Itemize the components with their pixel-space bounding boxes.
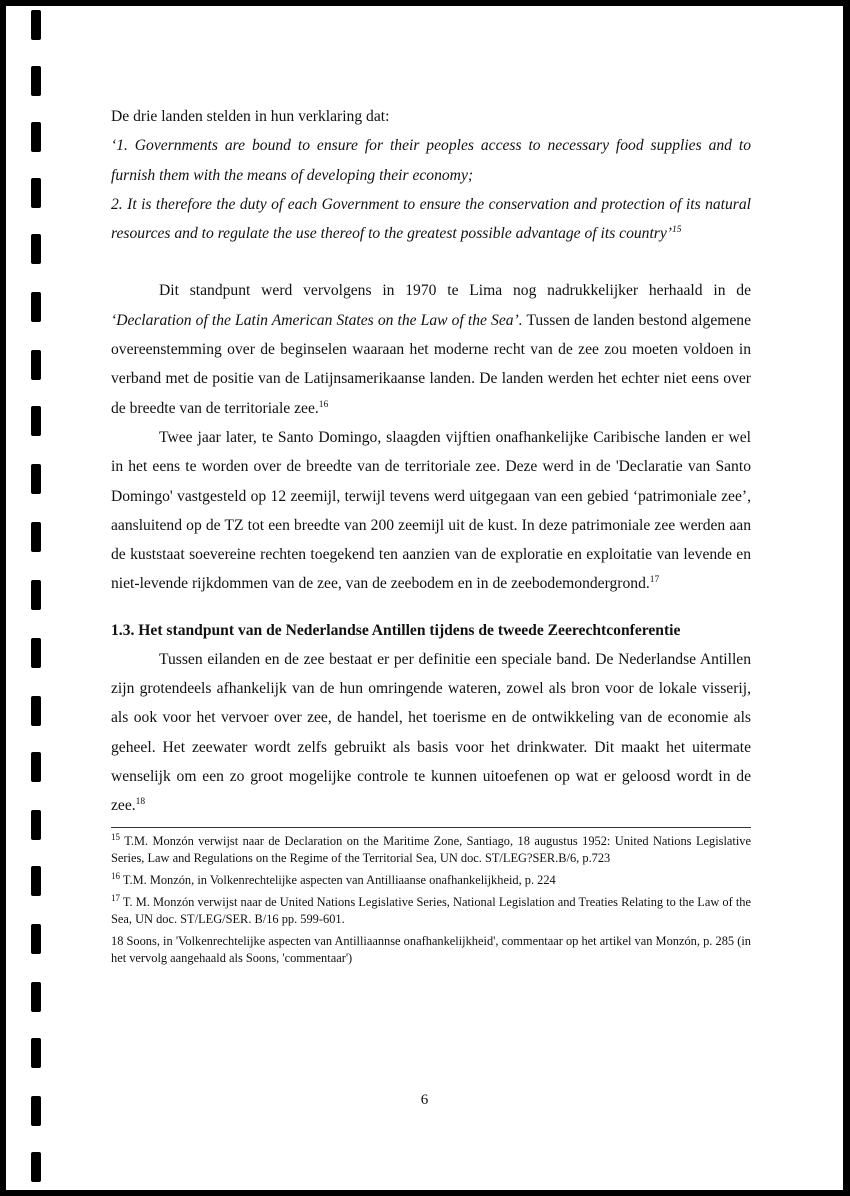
- quote-line-2: [111, 190, 751, 249]
- binding-hole: [31, 752, 41, 782]
- footnote-text: T.M. Monzón verwijst naar de Declaration on the Maritime Zone, Santiago, 18 augustus 1952: United Nations Legislative Series, Law and Regulations on the Regime of the Territorial Sea, UN doc. ST/LEG?SER.B/6, p.723: [111, 833, 751, 865]
- paragraph-antillen: [111, 645, 751, 821]
- footnote-ref: 15: [672, 225, 682, 235]
- binding-hole: [31, 178, 41, 208]
- binding-hole: [31, 924, 41, 954]
- quote-line-2-text: 2. It is therefore the duty of each Government to ensure the conservation and protection of its natural resources and to regulate the use thereof to the greatest possible advantage of its country’: [111, 195, 751, 243]
- binding-hole: [31, 580, 41, 610]
- page-number: 6: [420, 1092, 429, 1108]
- footnote-ref: 16: [318, 399, 329, 410]
- binding-hole: [31, 122, 41, 152]
- footnote-16: [111, 872, 751, 889]
- footnote-17: [111, 894, 751, 928]
- paragraph-text: Twee jaar later, te Santo Domingo, slaagden vijftien onafhankelijke Caribische landen er wel in het eens te worden over de breedte van de territoriale zee. Deze werd in de 'Declaratie van Santo Domingo' vastgesteld op 12 zeemijl, terwijl tevens werd uitgegaan van een gebied ‘patrimoniale zee’, aansluitend op de TZ tot een breedte van 200 zeemijl uit de kust. In deze patrimoniale zee werden aan de kuststaat soevereine rechten toegekend ten aanzien van de exploratie en exploitatie van levende en niet-levende rijkdommen van de zee, van de zeebodem en in de zeebodemondergrond.: [111, 428, 751, 593]
- binding-hole: [31, 406, 41, 436]
- footnote-text: T.M. Monzón, in Volkenrechtelijke aspecten van Antilliaanse onafhankelijkheid, p. 224: [120, 872, 556, 887]
- document-page: [6, 6, 843, 1190]
- binding-hole: [31, 234, 41, 264]
- footnote-text: T. M. Monzón verwijst naar de United Nations Legislative Series, National Legislation and Treaties Relating to the Law of the Sea, UN doc. ST/LEG/SER. B/16 pp. 599-601.: [111, 894, 751, 926]
- footnote-number: 16: [111, 870, 120, 881]
- binding-hole: [31, 982, 41, 1012]
- paragraph-lima: [111, 276, 751, 422]
- paragraph-santo-domingo: [111, 423, 751, 599]
- binding-hole: [31, 464, 41, 494]
- footnote-ref: 18: [135, 797, 146, 808]
- footnote-number: 15: [111, 831, 120, 842]
- quote-intro: De drie landen stelden in hun verklaring dat:: [111, 108, 390, 125]
- binding-hole: [31, 522, 41, 552]
- page-content: [111, 102, 751, 967]
- paragraph-text: Tussen eilanden en de zee bestaat er per definitie een speciale band. De Nederlandse Antillen zijn grotendeels afhankelijk van de hun omringende wateren, zowel als bron voor de lokale visserij, als ook voor het vervoer over zee, de handel, het toerisme en de ontwikkeling van de economie als geheel. Het zeewater wordt zelfs gebruikt als basis voor het drinkwater. Dit maakt het uitermate wenselijk om een zo groot mogelijke controle te kunnen uitoefenen op wat er geloosd wordt in de zee.: [111, 650, 751, 815]
- footnote-divider: [111, 827, 751, 828]
- footnote-ref: 17: [649, 575, 660, 586]
- footnote-15: [111, 833, 751, 867]
- binding-hole: [31, 292, 41, 322]
- footnote-number: 17: [111, 892, 120, 903]
- footnote-text: 18 Soons, in 'Volkenrechtelijke aspecten van Antilliaannse onafhankelijkheid', commentaar op het artikel van Monzón, p. 285 (in het vervolg aangehaald als Soons, 'commentaar'): [111, 933, 751, 965]
- declaration-title: ‘Declaration of the Latin American States on the Law of the Sea’.: [111, 311, 523, 329]
- binding-holes: [31, 6, 45, 1190]
- binding-hole: [31, 638, 41, 668]
- paragraph-text: Dit standpunt werd vervolgens in 1970 te Lima nog nadrukkelijker herhaald in de: [159, 282, 751, 300]
- binding-hole: [31, 1152, 41, 1182]
- binding-hole: [31, 1038, 41, 1068]
- binding-hole: [31, 10, 41, 40]
- binding-hole: [31, 350, 41, 380]
- binding-hole: [31, 696, 41, 726]
- binding-hole: [31, 810, 41, 840]
- footnote-18: [111, 933, 751, 967]
- binding-hole: [31, 66, 41, 96]
- section-heading: 1.3. Het standpunt van de Nederlandse Antillen tijdens de tweede Zeerechtconferentie: [111, 621, 681, 639]
- binding-hole: [31, 866, 41, 896]
- quote-line-1: ‘1. Governments are bound to ensure for their peoples access to necessary food supplies and to furnish them with the means of developing their economy;: [111, 137, 751, 184]
- paragraph-text: Tussen de landen bestond algemene overeenstemming over de beginselen waaraan het moderne recht van de zee zou moeten voldoen in verband met de positie van de Latijnsamerikaanse landen. De landen werden het echter niet eens over de breedte van de territoriale zee.: [111, 311, 752, 417]
